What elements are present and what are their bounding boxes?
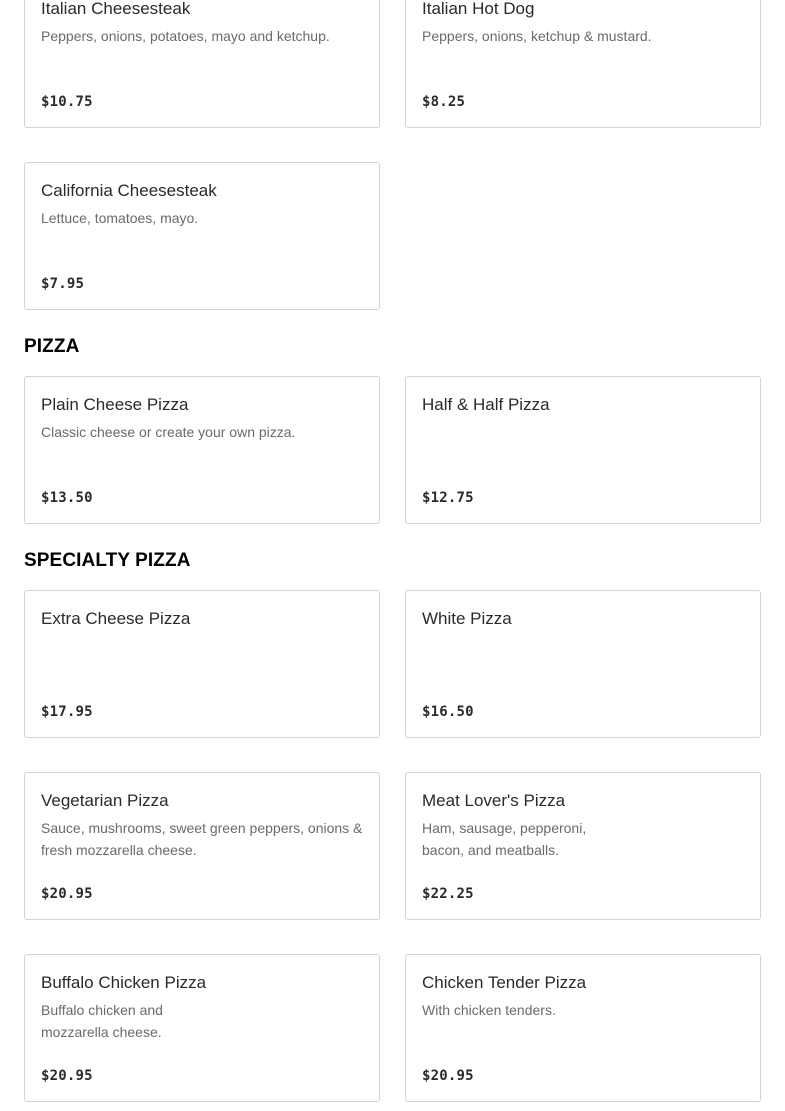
menu-item-card[interactable] (405, 590, 761, 738)
menu-item-card[interactable] (405, 954, 761, 1102)
menu-item-name: Vegetarian Pizza (41, 791, 169, 810)
menu-item-description: Peppers, onions, potatoes, mayo and ketchup. (41, 28, 330, 44)
menu-item-description: Ham, sausage, pepperoni, bacon, and meatballs. (422, 820, 587, 858)
menu-item-price: $17.95 (41, 704, 93, 720)
menu-item-price: $12.75 (422, 490, 474, 506)
menu-item-price: $16.50 (422, 704, 474, 720)
menu-item-price: $22.25 (422, 886, 474, 902)
menu-item-price: $8.25 (422, 94, 466, 110)
menu-item-description: Buffalo chicken and mozzarella cheese. (41, 1002, 163, 1040)
menu-item-price: $13.50 (41, 490, 93, 506)
menu-item-description: With chicken tenders. (422, 1002, 556, 1018)
menu-item-name: Half & Half Pizza (422, 395, 550, 414)
menu-item-description: Peppers, onions, ketchup & mustard. (422, 28, 652, 44)
menu-item-name: Plain Cheese Pizza (41, 395, 189, 414)
menu-item-price: $20.95 (41, 886, 93, 902)
section-title-specialty-pizza: SPECIALTY PIZZA (24, 550, 191, 571)
menu-item-card[interactable] (24, 954, 380, 1102)
menu-item-description: Classic cheese or create your own pizza. (41, 424, 296, 440)
menu-item-name: Chicken Tender Pizza (422, 973, 587, 992)
menu-item-card[interactable] (24, 0, 380, 128)
menu-item-card[interactable] (405, 772, 761, 920)
menu-item-price: $20.95 (422, 1068, 474, 1084)
menu-item-card[interactable] (405, 0, 761, 128)
menu-item-name: White Pizza (422, 609, 512, 628)
menu-item-price: $10.75 (41, 94, 93, 110)
menu-item-card[interactable] (24, 772, 380, 920)
menu-item-name: Italian Hot Dog (422, 0, 535, 18)
menu-item-card[interactable] (24, 162, 380, 310)
menu-item-name: Italian Cheesesteak (41, 0, 191, 18)
section-title-pizza: PIZZA (24, 336, 80, 357)
menu-item-name: Buffalo Chicken Pizza (41, 973, 207, 992)
menu-item-name: Meat Lover's Pizza (422, 791, 566, 810)
menu-item-description: Sauce, mushrooms, sweet green peppers, onions & fresh mozzarella cheese. (41, 820, 363, 858)
menu-item-price: $7.95 (41, 276, 85, 292)
menu-item-card[interactable] (405, 376, 761, 524)
menu-item-name: Extra Cheese Pizza (41, 609, 191, 628)
menu-item-description: Lettuce, tomatoes, mayo. (41, 210, 199, 226)
menu-item-card[interactable] (24, 376, 380, 524)
menu-item-card[interactable] (24, 590, 380, 738)
menu-item-price: $20.95 (41, 1068, 93, 1084)
menu-item-name: California Cheesesteak (41, 181, 217, 200)
